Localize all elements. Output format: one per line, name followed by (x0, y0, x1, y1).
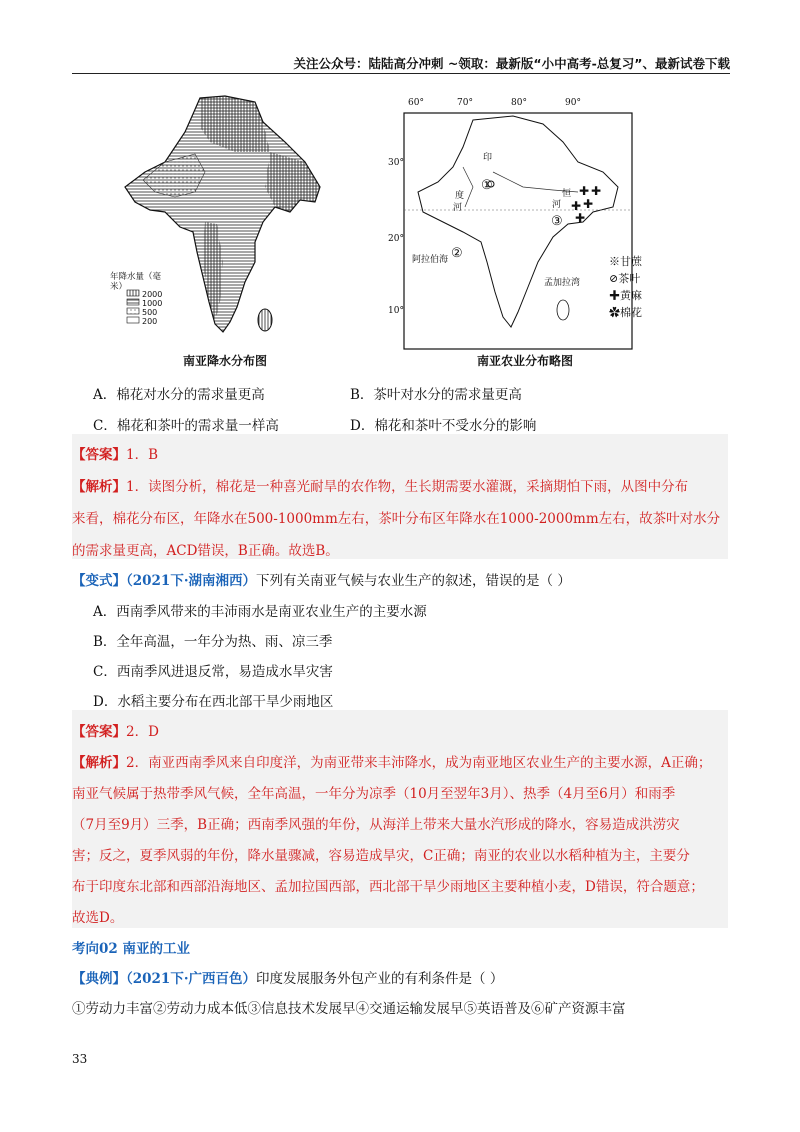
region-mark-1: ① (481, 178, 493, 193)
place-label-bay-of-bengal: 孟加拉湾 (544, 278, 581, 288)
analysis2-line-6: 故选D。 (72, 910, 124, 926)
section-heading: 考向02 南亚的工业 (72, 941, 190, 957)
lat-label-30: 30° (388, 158, 404, 168)
variant-option-b: B．全年高温，一年分为热、雨、凉三季 (93, 634, 333, 650)
analysis2-line-4: 害；反之，夏季风弱的年份，降水量骤减，容易造成旱灾，C正确；南亚的农业以水稻种植为主，主要分 (72, 848, 690, 864)
legend-tea: ⊘茶叶 (609, 272, 641, 285)
q1-option-b: B．茶叶对水分的需求量更高 (350, 387, 522, 403)
region-mark-3: ③ (551, 214, 563, 229)
analysis1-line-3: 的需求量更高，ACD错误，B正确。故选B。 (72, 543, 339, 559)
variant-question: 【变式】（2021下·湖南湘西）下列有关南亚气候与农业生产的叙述，错误的是（ ） (72, 573, 571, 589)
analysis1-line-2: 来看，棉花分布区，年降水在500-1000mm左右，茶叶分布区年降水在1000-2000mm左右，故茶叶对水分 (72, 511, 721, 527)
q1-option-c: C．棉花和茶叶的需求量一样高 (93, 418, 279, 434)
legend-title: 年降水量（毫米） (110, 272, 162, 292)
legend-value-2000: 2000 (142, 290, 163, 299)
agriculture-map (403, 112, 633, 350)
lat-label-10: 10° (388, 306, 404, 316)
q1-option-d: D．棉花和茶叶不受水分的影响 (350, 418, 537, 434)
lon-label-60: 60° (408, 98, 424, 108)
header-rule (72, 73, 730, 74)
place-label-arabian-sea: 阿拉伯海 (412, 255, 449, 265)
legend-value-500: 500 (142, 308, 158, 317)
svg-text:✚: ✚ (575, 211, 586, 225)
svg-text:✚: ✚ (591, 184, 602, 198)
analysis2-line-1: 【解析】2．南亚西南季风来自印度洋，为南亚带来丰沛降水，成为南亚地区农业生产的主要水源，A正确； (72, 755, 712, 771)
page-header: 关注公众号：陆陆高分冲刺 ~领取：最新版“小中高考-总复习”、最新试卷下载 (293, 56, 730, 71)
lat-label-20: 20° (388, 234, 404, 244)
svg-text:✚: ✚ (583, 197, 594, 211)
variant-option-c: C．西南季风进退反常，易造成水旱灾害 (93, 664, 333, 680)
example-question: 【典例】（2021下·广西百色）印度发展服务外包产业的有利条件是（ ） (72, 971, 504, 987)
analysis2-line-2: 南亚气候属于热带季风气候，全年高温，一年分为凉季（10月至翌年3月）、热季（4月至6月）和雨季 (72, 786, 676, 802)
svg-text:✚: ✚ (579, 184, 590, 198)
place-label-du: 度 (455, 191, 465, 201)
legend-value-1000: 1000 (142, 299, 163, 308)
lon-label-80: 80° (511, 98, 527, 108)
analysis2-line-3: （7月至9月）三季，B正确；西南季风强的年份，从海洋上带来大量水汽形成的降水，容易造成洪涝灾 (72, 817, 680, 833)
analysis2-line-5: 布于印度东北部和西部沿海地区、孟加拉国西部，西北部干旱少雨地区主要种植小麦，D错误，符合题意； (72, 879, 704, 895)
legend-value-200: 200 (142, 317, 158, 326)
analysis1-line-1: 【解析】1．读图分析，棉花是一种喜光耐旱的农作物，生长期需要水灌溉，采摘期怕下雨，从图中分布 (72, 479, 689, 495)
q1-option-a: A．棉花对水分的需求量更高 (93, 387, 265, 403)
place-label-he: 河 (453, 203, 463, 213)
place-label-he2: 河 (552, 200, 562, 210)
svg-text:✚: ✚ (571, 199, 582, 213)
variant-option-d: D．水稻主要分布在西北部干旱少雨地区 (93, 694, 334, 710)
variant-option-a: A．西南季风带来的丰沛雨水是南亚农业生产的主要水源 (93, 604, 427, 620)
answer2: 【答案】2．D (72, 724, 159, 740)
place-label-yin: 印 (483, 153, 493, 163)
agriculture-map-caption: 南亚农业分布略图 (476, 354, 573, 368)
lon-label-90: 90° (565, 98, 581, 108)
region-mark-2: ② (451, 246, 463, 261)
precipitation-map-caption: 南亚降水分布图 (182, 354, 267, 368)
legend-sugarcane: ※甘蔗 (609, 255, 642, 268)
precipitation-map (105, 92, 325, 350)
lon-label-70: 70° (457, 98, 473, 108)
place-label-heng: 恒 (562, 189, 572, 199)
example-choices: ①劳动力丰富②劳动力成本低③信息技术发展早④交通运输发展早⑤英语普及⑥矿产资源丰富 (72, 1001, 626, 1017)
answer1: 【答案】1．B (72, 447, 159, 463)
legend-cotton: ✿棉花 (609, 306, 642, 319)
page-number: 33 (72, 1052, 88, 1066)
legend-jute: ✚黄麻 (609, 289, 642, 302)
